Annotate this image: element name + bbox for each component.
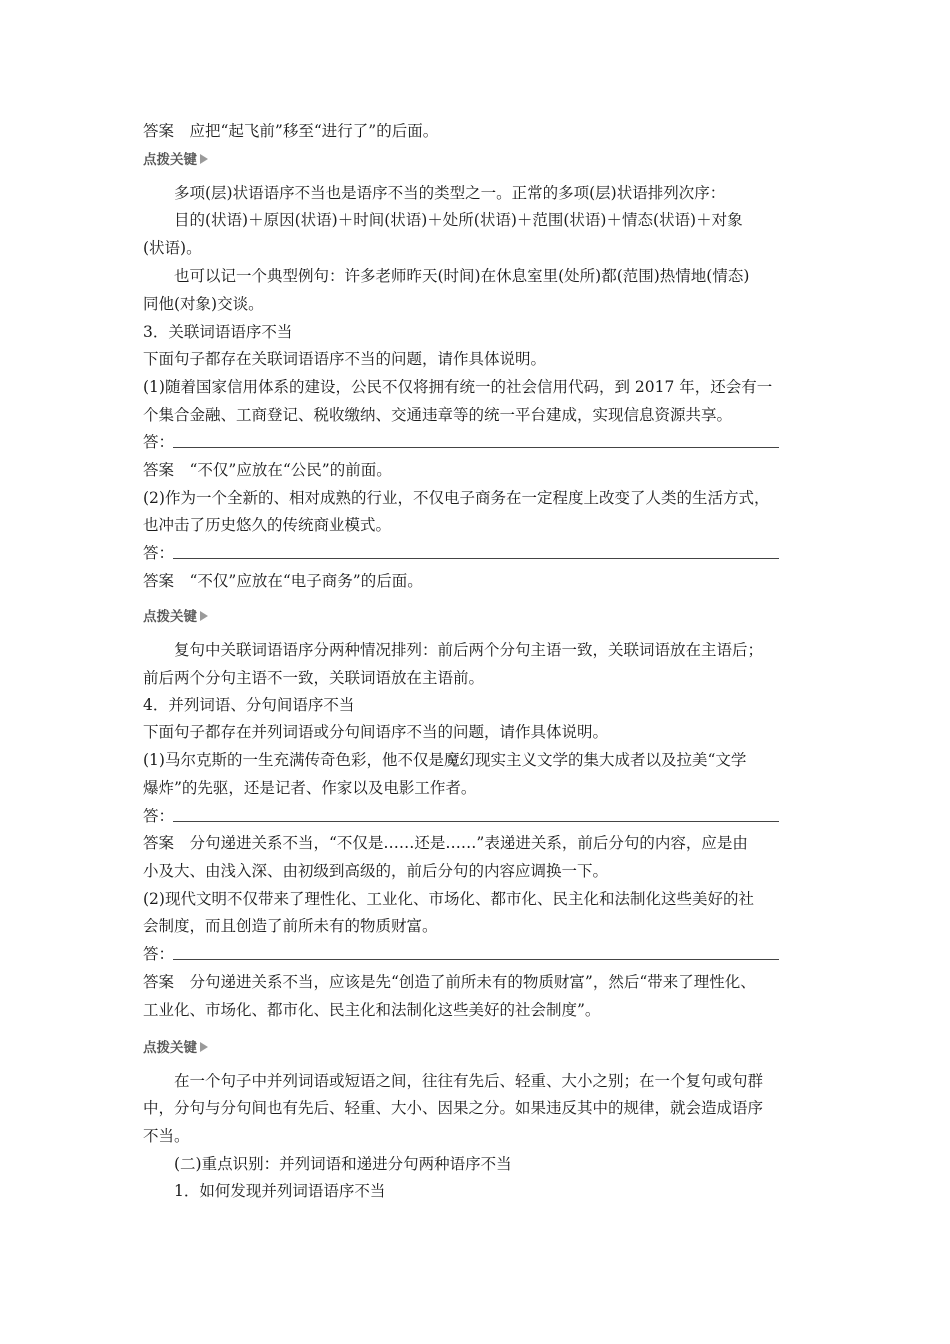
answer-text: 答案 分句递进关系不当，应该是先“创造了前所未有的物质财富”，然后“带来了理性化、 (143, 973, 756, 991)
question-line: 爆炸”的先驱，还是记者、作家以及电影工作者。 (143, 779, 477, 797)
play-triangle-icon (200, 611, 208, 621)
keypoint-heading (143, 1038, 208, 1058)
paragraph-line: 不当。 (143, 1127, 190, 1145)
paragraph-line: 多项(层)状语语序不当也是语序不当的类型之一。正常的多项(层)状语排列次序： (174, 184, 726, 202)
keypoint-label: 点拨关键 (143, 1040, 197, 1056)
answer-text: 答案 应把“起飞前”移至“进行了”的后面。 (143, 122, 439, 140)
section-heading: 3．关联词语语序不当 (143, 323, 293, 341)
subsection-heading: 1．如何发现并列词语语序不当 (174, 1182, 386, 1200)
paragraph-line: 中，分句与分句间也有先后、轻重、大小、因果之分。如果违反其中的规律，就会造成语序 (143, 1099, 764, 1117)
instruction-line: 下面句子都存在关联词语语序不当的问题，请作具体说明。 (143, 350, 547, 368)
answer-prompt: 答： (143, 945, 175, 963)
answer-text: 答案 “不仅”应放在“电子商务”的后面。 (143, 572, 423, 590)
answer-prompt: 答： (143, 807, 175, 825)
keypoint-label: 点拨关键 (143, 152, 197, 168)
question-line: (2)作为一个全新的、相对成熟的行业，不仅电子商务在一定程度上改变了人类的生活方式， (143, 489, 770, 507)
keypoint-label: 点拨关键 (143, 609, 197, 625)
question-line: (1)随着国家信用体系的建设，公民不仅将拥有统一的社会信用代码，到 2017 年，还会有一 (143, 378, 773, 396)
answer-underline (173, 558, 779, 559)
paragraph-line: 复句中关联词语语序分两种情况排列：前后两个分句主语一致，关联词语放在主语后； (174, 641, 764, 659)
answer-text: 工业化、市场化、都市化、民主化和法制化这些美好的社会制度”。 (143, 1001, 601, 1019)
answer-blank (143, 432, 174, 454)
answer-underline (173, 447, 779, 448)
answer-text: 答案 “不仅”应放在“公民”的前面。 (143, 461, 392, 479)
keypoint-heading (143, 607, 208, 627)
paragraph-line: 也可以记一个典型例句：许多老师昨天(时间)在休息室里(处所)都(范围)热情地(情态) (174, 267, 750, 285)
question-line: 会制度，而且创造了前所未有的物质财富。 (143, 917, 438, 935)
answer-prompt: 答： (143, 544, 175, 562)
answer-text: 答案 分句递进关系不当，“不仅是……还是……”表递进关系，前后分句的内容，应是由 (143, 834, 748, 852)
paragraph-line: 前后两个分句主语不一致，关联词语放在主语前。 (143, 669, 485, 687)
paragraph-line: 同他(对象)交谈。 (143, 295, 264, 313)
question-line: (1)马尔克斯的一生充满传奇色彩，他不仅是魔幻现实主义文学的集大成者以及拉美“文学 (143, 751, 747, 769)
answer-text: 小及大、由浅入深、由初级到高级的，前后分句的内容应调换一下。 (143, 862, 609, 880)
answer-blank (143, 944, 174, 966)
answer-underline (173, 821, 779, 822)
instruction-line: 下面句子都存在并列词语或分句间语序不当的问题，请作具体说明。 (143, 723, 609, 741)
subsection-heading: (二)重点识别：并列词语和递进分句两种语序不当 (174, 1155, 512, 1173)
play-triangle-icon (200, 1042, 208, 1052)
answer-blank (143, 543, 174, 565)
paragraph-line: (状语)。 (143, 239, 202, 257)
answer-blank (143, 806, 174, 828)
play-triangle-icon (200, 154, 208, 164)
question-line: 也冲击了历史悠久的传统商业模式。 (143, 516, 392, 534)
section-heading: 4．并列词语、分句间语序不当 (143, 696, 355, 714)
question-line: 个集合金融、工商登记、税收缴纳、交通违章等的统一平台建成，实现信息资源共享。 (143, 406, 733, 424)
answer-prompt: 答： (143, 433, 175, 451)
question-line: (2)现代文明不仅带来了理性化、工业化、市场化、都市化、民主化和法制化这些美好的社 (143, 890, 754, 908)
paragraph-line: 目的(状语)＋原因(状语)＋时间(状语)＋处所(状语)＋范围(状语)＋情态(状语)＋对象 (174, 211, 743, 229)
paragraph-line: 在一个句子中并列词语或短语之间，往往有先后、轻重、大小之别；在一个复句或句群 (174, 1072, 764, 1090)
keypoint-heading (143, 150, 208, 170)
answer-underline (173, 959, 779, 960)
